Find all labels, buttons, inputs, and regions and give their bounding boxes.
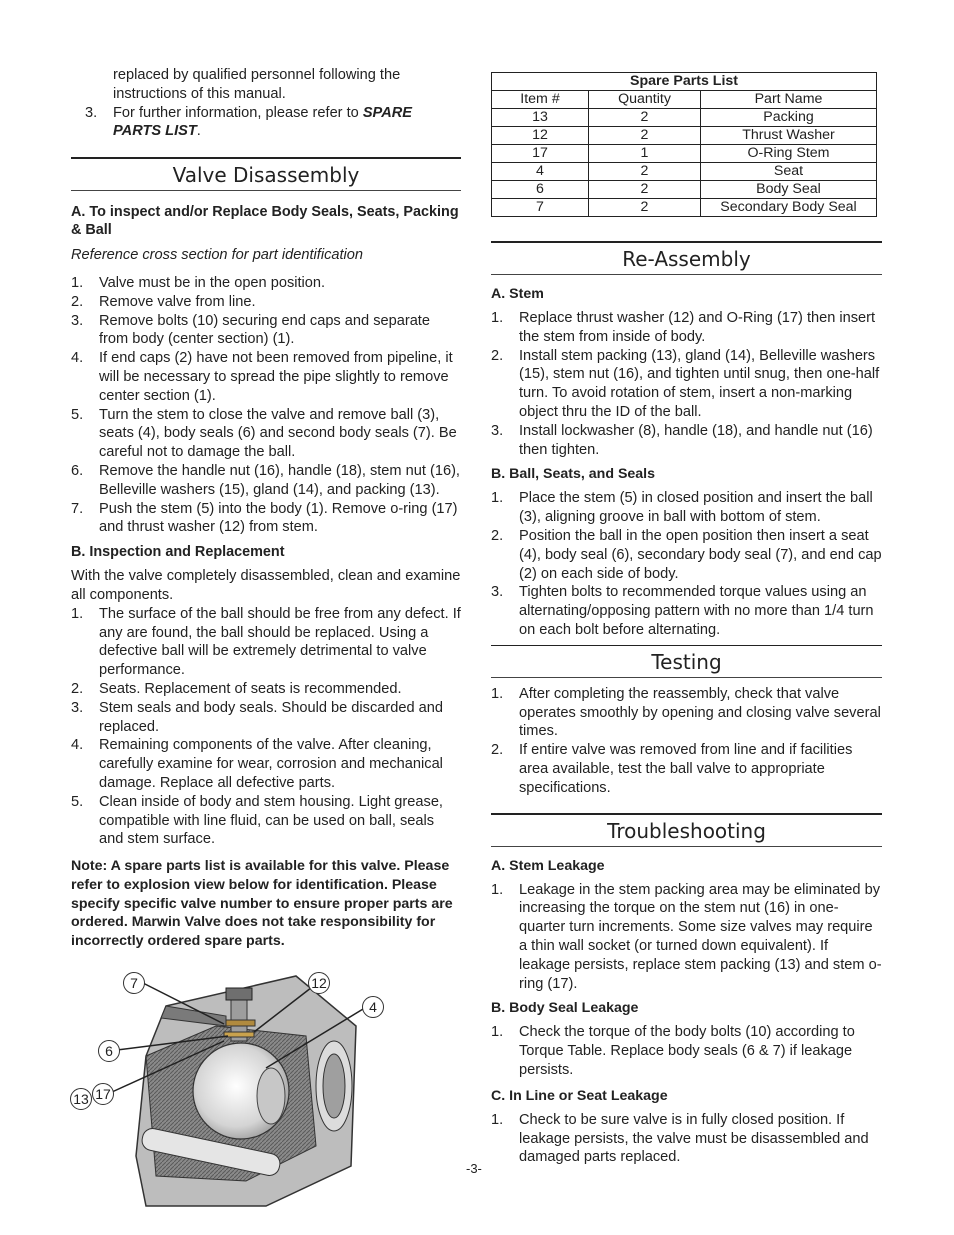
list-item <box>71 349 461 405</box>
callout-7: 7 <box>123 972 145 994</box>
list-item <box>491 309 882 347</box>
list-item <box>71 680 461 699</box>
table-cell: 17 <box>492 145 589 163</box>
callout-4: 4 <box>362 996 384 1018</box>
reference-note: Reference cross section for part identification <box>71 247 364 264</box>
list-item <box>491 1023 882 1079</box>
list-item-number: 1. <box>71 605 84 622</box>
table-row <box>492 181 877 199</box>
table-cell: 2 <box>589 181 701 199</box>
body-seal-leakage-steps <box>491 1023 882 1079</box>
right-column <box>491 72 882 1167</box>
list-item-number: 5. <box>71 406 84 423</box>
disassembly-steps <box>71 274 461 537</box>
col-header-quantity: Quantity <box>589 91 701 109</box>
valve-cross-section-drawing <box>66 966 396 1214</box>
list-item-number: 1. <box>491 1024 504 1041</box>
list-item-number: 2. <box>491 742 504 759</box>
list-item-number: 1. <box>491 685 504 702</box>
list-item-text: Remove the handle nut (16), handle (18), stem nut (16), Belleville washers (15), gland (14), and packing (13). <box>99 462 460 498</box>
list-item-number: 4. <box>71 737 84 754</box>
list-item-number: 1. <box>491 490 504 507</box>
list-item <box>71 293 461 312</box>
list-item-text: Install stem packing (13), gland (14), Belleville washers (15), stem nut (16), and tighten until snug, then one-half turn. To avoid rotation of stem, insert a non-marking object thru the ID of the ball. <box>519 347 880 420</box>
list-item <box>491 1111 882 1167</box>
table-cell: Packing <box>701 109 877 127</box>
table-cell: 13 <box>492 109 589 127</box>
callout-13: 13 <box>70 1088 92 1110</box>
list-item-text: Place the stem (5) in closed position and insert the ball (3), aligning groove in ball with bottom of stem. <box>519 490 873 526</box>
list-item-number: 3. <box>71 312 84 329</box>
table-row <box>492 163 877 181</box>
col-header-item: Item # <box>492 91 589 109</box>
list-item-number: 3. <box>71 699 84 716</box>
col-header-part-name: Part Name <box>701 91 877 109</box>
table-cell: Thrust Washer <box>701 127 877 145</box>
list-item-text: Check the torque of the body bolts (10) according to Torque Table. Replace body seals (6 & 7) if leakage persists. <box>519 1024 855 1078</box>
list-item <box>71 274 461 293</box>
reassembly-heading: Re-Assembly <box>491 241 882 275</box>
list-item-text: Position the ball in the open position then insert a seat (4), body seal (6), secondary body seal (7), and end cap (2) on each side of body. <box>519 527 882 582</box>
intro-item-3: 3. For further information, please refer to SPARE PARTS LIST. <box>85 104 413 140</box>
list-item <box>491 881 882 994</box>
list-item <box>491 347 882 422</box>
spare-parts-list-reference: SPARE PARTS LIST <box>113 104 413 140</box>
table-cell: 2 <box>589 163 701 181</box>
seat-leakage-steps <box>491 1111 882 1167</box>
table-cell: O-Ring Stem <box>701 145 877 163</box>
list-item-number: 1. <box>491 881 504 898</box>
spare-parts-note: Note: A spare parts list is available for this valve. Please refer to explosion view below for identification. Please specify specific valve number to ensure proper parts are ordered. Marwin Valve does not take responsibility for incorrectly ordered spare parts. <box>71 858 453 950</box>
list-item <box>71 736 461 792</box>
stem-leakage-steps <box>491 881 882 994</box>
troubleshooting-heading: Troubleshooting <box>491 813 882 847</box>
list-item <box>71 793 461 849</box>
reassembly-ball-steps <box>491 489 882 639</box>
list-item-text: Remove bolts (10) securing end caps and separate from body (center section) (1). <box>99 312 430 348</box>
list-item-text: Remaining components of the valve. After cleaning, carefully examine for wear, corrosion and mechanical damage. Replace all defective parts. <box>99 737 443 791</box>
list-item-text: After completing the reassembly, check that valve operates smoothly by opening and closing valve several times. <box>519 685 881 740</box>
list-item-text: Check to be sure valve is in fully closed position. If leakage persists, the valve must be disassembled and damaged parts replaced. <box>519 1111 869 1166</box>
testing-steps <box>491 685 882 798</box>
list-item-number: 2. <box>71 293 84 310</box>
table-row <box>492 145 877 163</box>
list-item <box>71 605 461 680</box>
valve-cross-section-figure <box>66 966 396 1214</box>
left-column <box>71 66 461 951</box>
table-cell: 12 <box>492 127 589 145</box>
list-item-number: 1. <box>491 1111 504 1128</box>
list-item-text: Stem seals and body seals. Should be discarded and replaced. <box>99 699 443 735</box>
spare-parts-rows <box>492 109 877 217</box>
table-row <box>492 109 877 127</box>
list-item <box>491 422 882 460</box>
list-item-text: Valve must be in the open position. <box>99 274 326 291</box>
spare-parts-table-title: Spare Parts List <box>492 73 877 91</box>
table-cell: 1 <box>589 145 701 163</box>
list-item <box>491 685 882 741</box>
table-cell: Secondary Body Seal <box>701 199 877 217</box>
list-item-number: 2. <box>71 680 84 697</box>
callout-6: 6 <box>98 1040 120 1062</box>
reassembly-stem-steps <box>491 309 882 459</box>
list-item <box>71 462 461 500</box>
subsection-b-title: B. Inspection and Replacement <box>71 544 285 561</box>
list-item-number: 3. <box>491 422 504 439</box>
reassembly-a-title: A. Stem <box>491 286 544 302</box>
table-cell: 2 <box>589 109 701 127</box>
spare-parts-table <box>491 72 877 217</box>
list-item <box>491 583 882 639</box>
callout-12: 12 <box>308 972 330 994</box>
list-item-number: 1. <box>491 310 504 326</box>
list-item-text: If end caps (2) have not been removed from pipeline, it will be necessary to spread the pipe slightly to remove center section (1). <box>99 350 453 404</box>
list-item-text: Turn the stem to close the valve and remove ball (3), seats (4), body seals (6) and second body seals (7). Be careful not to damage the ball. <box>99 406 457 461</box>
list-item-text: Replace thrust washer (12) and O-Ring (17) then insert the stem from inside of body. <box>519 310 876 345</box>
list-item <box>491 741 882 797</box>
valve-disassembly-heading: Valve Disassembly <box>71 157 461 191</box>
reassembly-b-title: B. Ball, Seats, and Seals <box>491 466 656 483</box>
list-item <box>491 489 882 527</box>
list-item-number: 7. <box>71 500 84 517</box>
list-item <box>71 500 461 538</box>
list-item <box>71 406 461 462</box>
table-cell: Body Seal <box>701 181 877 199</box>
list-item-text: Seats. Replacement of seats is recommended. <box>99 680 402 697</box>
table-row <box>492 199 877 217</box>
table-cell: Seat <box>701 163 877 181</box>
list-item-number: 6. <box>71 462 84 479</box>
intro-continued: replaced by qualified personnel following the instructions of this manual. <box>113 67 401 102</box>
troubleshooting-c-title: C. In Line or Seat Leakage <box>491 1087 668 1104</box>
list-item-number: 2. <box>491 527 504 544</box>
table-cell: 2 <box>589 127 701 145</box>
list-item-text: Tighten bolts to recommended torque values using an alternating/opposing pattern with no more than 1/4 turn on each bolt before alternating. <box>519 584 874 638</box>
list-item-text: Leakage in the stem packing area may be eliminated by increasing the torque on the stem nut (16) in one-quarter turn increments. Some size valves may require a thin wall socket (or turned down equivalent). If leakage persists, replace stem packing (13) and stem o-ring (17). <box>519 881 882 992</box>
list-item <box>71 699 461 737</box>
list-item-number: 2. <box>491 347 504 364</box>
list-item <box>491 527 882 583</box>
list-item-number: 3. <box>491 584 504 601</box>
testing-heading: Testing <box>491 645 882 678</box>
table-cell: 4 <box>492 163 589 181</box>
subsection-a-title: A. To inspect and/or Replace Body Seals, Seats, Packing & Ball <box>71 204 459 239</box>
list-item <box>71 312 461 350</box>
table-cell: 7 <box>492 199 589 217</box>
callout-17: 17 <box>92 1083 114 1105</box>
list-item-number: 4. <box>71 350 84 367</box>
troubleshooting-a-title: A. Stem Leakage <box>491 857 605 874</box>
table-cell: 6 <box>492 181 589 199</box>
inspection-steps <box>71 605 461 849</box>
page-number: -3- <box>466 1161 482 1176</box>
list-item-number: 1. <box>71 274 84 291</box>
inspection-intro: With the valve completely disassembled, clean and examine all components. <box>71 568 461 603</box>
troubleshooting-b-title: B. Body Seal Leakage <box>491 1000 639 1017</box>
table-row <box>492 127 877 145</box>
list-item-text: The surface of the ball should be free from any defect. If any are found, the ball should be replaced. Using a defective ball will be extremely detrimental to valve performance. <box>99 605 461 679</box>
list-item-text: If entire valve was removed from line and if facilities area available, test the ball valve to appropriate specifications. <box>519 742 853 796</box>
list-item-text: Install lockwasher (8), handle (18), and handle nut (16) then tighten. <box>519 422 873 458</box>
list-item-text: Clean inside of body and stem housing. Light grease, compatible with line fluid, can be used on ball, seals and stem surface. <box>99 793 443 848</box>
list-item-text: Remove valve from line. <box>99 293 256 310</box>
list-item-number: 5. <box>71 793 84 810</box>
table-cell: 2 <box>589 199 701 217</box>
list-item-text: Push the stem (5) into the body (1). Remove o-ring (17) and thrust washer (12) from stem. <box>99 500 458 536</box>
